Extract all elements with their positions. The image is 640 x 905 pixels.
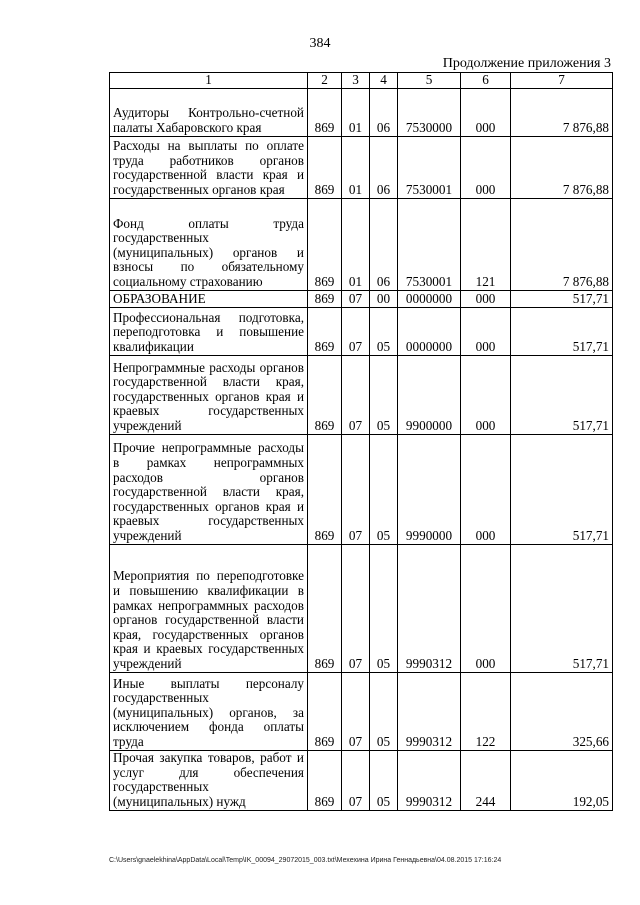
header-col-3: 3	[342, 73, 370, 89]
cell-target-article: 9990312	[398, 544, 461, 672]
cell-subsection: 06	[370, 88, 398, 136]
table-row	[110, 544, 613, 672]
cell-name: Мероприятия по переподготовке и повышению квалификации в рамках непрограммных расходов органов государственной власти края, государственных органов края и краевых государственных учреждений	[110, 544, 308, 672]
cell-expense-type: 000	[461, 88, 511, 136]
cell-name: Аудиторы Контрольно-счетной палаты Хабаровского края	[110, 88, 308, 136]
cell-name: Профессиональная подготовка, переподготовка и повышение квалификации	[110, 307, 308, 355]
cell-expense-type: 000	[461, 290, 511, 307]
cell-admin-code: 869	[308, 198, 342, 290]
cell-admin-code: 869	[308, 672, 342, 750]
table-row	[110, 672, 613, 750]
cell-expense-type: 244	[461, 750, 511, 810]
cell-admin-code: 869	[308, 290, 342, 307]
cell-amount: 325,66	[511, 672, 613, 750]
table-row	[110, 307, 613, 355]
cell-target-article: 9990000	[398, 434, 461, 544]
cell-amount: 517,71	[511, 307, 613, 355]
cell-subsection: 05	[370, 672, 398, 750]
cell-admin-code: 869	[308, 307, 342, 355]
cell-section: 07	[342, 544, 370, 672]
header-col-6: 6	[461, 73, 511, 89]
cell-amount: 7 876,88	[511, 88, 613, 136]
cell-amount: 7 876,88	[511, 198, 613, 290]
cell-expense-type: 000	[461, 355, 511, 434]
table-row	[110, 88, 613, 136]
continuation-label: Продолжение приложения 3	[442, 56, 611, 71]
table-body	[110, 88, 613, 810]
cell-section: 07	[342, 672, 370, 750]
cell-name: Непрограммные расходы органов государственной власти края, государственных органов края и краевых государственных учреждений	[110, 355, 308, 434]
cell-subsection: 00	[370, 290, 398, 307]
header-col-4: 4	[370, 73, 398, 89]
cell-expense-type: 122	[461, 672, 511, 750]
cell-admin-code: 869	[308, 355, 342, 434]
cell-section: 07	[342, 750, 370, 810]
cell-section: 07	[342, 290, 370, 307]
cell-section: 07	[342, 355, 370, 434]
cell-admin-code: 869	[308, 88, 342, 136]
table-row	[110, 136, 613, 198]
cell-section: 07	[342, 307, 370, 355]
cell-subsection: 05	[370, 750, 398, 810]
table-row	[110, 198, 613, 290]
cell-target-article: 7530001	[398, 198, 461, 290]
cell-admin-code: 869	[308, 434, 342, 544]
cell-expense-type: 000	[461, 544, 511, 672]
cell-amount: 517,71	[511, 355, 613, 434]
cell-amount: 517,71	[511, 290, 613, 307]
cell-section: 01	[342, 136, 370, 198]
cell-section: 01	[342, 88, 370, 136]
cell-admin-code: 869	[308, 750, 342, 810]
cell-name: Иные выплаты персоналу государственных (муниципальных) органов, за исключением фонда оплаты труда	[110, 672, 308, 750]
cell-expense-type: 000	[461, 307, 511, 355]
table-row	[110, 290, 613, 307]
cell-target-article: 9990312	[398, 672, 461, 750]
cell-section: 01	[342, 198, 370, 290]
cell-section: 07	[342, 434, 370, 544]
header-col-7: 7	[511, 73, 613, 89]
cell-amount: 517,71	[511, 434, 613, 544]
table-row	[110, 434, 613, 544]
cell-name: Расходы на выплаты по оплате труда работников органов государственной власти края и государственных органов края	[110, 136, 308, 198]
cell-subsection: 05	[370, 307, 398, 355]
table-row	[110, 355, 613, 434]
cell-amount: 7 876,88	[511, 136, 613, 198]
cell-subsection: 05	[370, 544, 398, 672]
header-col-5: 5	[398, 73, 461, 89]
cell-target-article: 9990312	[398, 750, 461, 810]
cell-expense-type: 121	[461, 198, 511, 290]
table-row	[110, 750, 613, 810]
footer-path: C:\Users\gnaelekhina\AppData\Local\Temp\IK_00094_29072015_003.txt\Мехехина Ирина Геннадьевна\04.08.2015 17:16:24	[109, 857, 502, 864]
cell-amount: 192,05	[511, 750, 613, 810]
budget-table	[109, 72, 613, 811]
cell-target-article: 9900000	[398, 355, 461, 434]
cell-target-article: 0000000	[398, 290, 461, 307]
cell-admin-code: 869	[308, 136, 342, 198]
cell-subsection: 06	[370, 136, 398, 198]
cell-name: Прочая закупка товаров, работ и услуг для обеспечения государственных (муниципальных) нужд	[110, 750, 308, 810]
page-number: 384	[309, 36, 331, 51]
cell-name: Прочие непрограммные расходы в рамках непрограммных расходов органов государственной власти края, государственных органов края и краевых государственных учреждений	[110, 434, 308, 544]
cell-amount: 517,71	[511, 544, 613, 672]
cell-target-article: 7530000	[398, 88, 461, 136]
cell-subsection: 05	[370, 355, 398, 434]
cell-subsection: 06	[370, 198, 398, 290]
header-col-2: 2	[308, 73, 342, 89]
cell-expense-type: 000	[461, 434, 511, 544]
cell-name: ОБРАЗОВАНИЕ	[110, 290, 308, 307]
cell-subsection: 05	[370, 434, 398, 544]
cell-target-article: 0000000	[398, 307, 461, 355]
cell-target-article: 7530001	[398, 136, 461, 198]
table-header-row	[110, 73, 613, 89]
cell-admin-code: 869	[308, 544, 342, 672]
header-col-1: 1	[110, 73, 308, 89]
cell-name: Фонд оплаты труда государственных (муниципальных) органов и взносы по обязательному социальному страхованию	[110, 198, 308, 290]
cell-expense-type: 000	[461, 136, 511, 198]
